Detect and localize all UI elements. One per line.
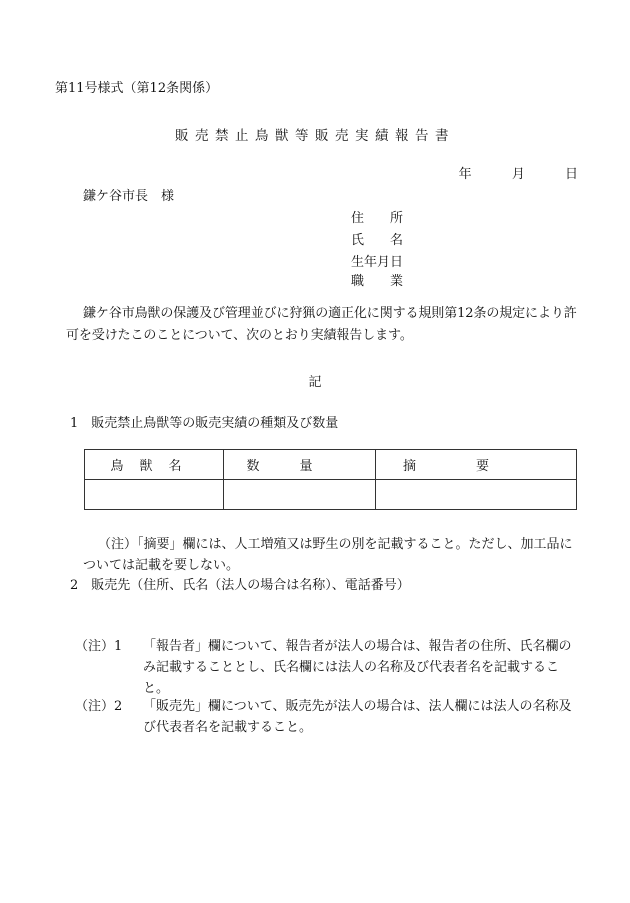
date-line bbox=[423, 163, 578, 182]
date-month-label: 月 bbox=[511, 167, 525, 182]
date-day-label: 日 bbox=[564, 167, 578, 182]
table-header-row bbox=[85, 450, 577, 480]
ki-heading: 記 bbox=[308, 375, 322, 390]
column-header-remarks: 摘要 bbox=[376, 450, 577, 480]
reporter-address-label: 住 所 bbox=[351, 211, 404, 226]
species-table bbox=[84, 449, 577, 510]
species-cell[interactable] bbox=[85, 480, 224, 510]
body-paragraph: 鎌ケ谷市鳥獣の保護及び管理並びに狩猟の適正化に関する規則第12条の規定により許可を受けたこのことについて、次のとおり実績報告します。 bbox=[66, 306, 577, 343]
reporter-occupation-label: 職 業 bbox=[351, 274, 404, 289]
quantity-cell[interactable] bbox=[224, 480, 376, 510]
remarks-cell[interactable] bbox=[376, 480, 577, 510]
footnote-1-text: 「報告者」欄について、報告者が法人の場合は、報告者の住所、氏名欄のみ記載することとし、氏名欄には法人の名称及び代表者名を記載すること。 bbox=[143, 639, 572, 696]
column-header-species: 鳥獣名 bbox=[85, 450, 224, 480]
remarks-note: （注）「摘要」欄には、人工増殖又は野生の別を記載すること。ただし、加工品については記載を要しない。 bbox=[83, 537, 573, 573]
footnote-1-label: （注）1 bbox=[75, 639, 123, 654]
column-header-quantity: 数量 bbox=[224, 450, 376, 480]
reporter-name-label: 氏 名 bbox=[351, 233, 404, 248]
table-row bbox=[85, 480, 577, 510]
addressee: 鎌ケ谷市長 様 bbox=[83, 189, 175, 204]
footnote-2-text: 「販売先」欄について、販売先が法人の場合は、法人欄には法人の名称及び代表者名を記載すること。 bbox=[143, 699, 572, 735]
section2-heading: 2 販売先（住所、氏名（法人の場合は名称）、電話番号） bbox=[70, 578, 410, 593]
date-year-label: 年 bbox=[458, 167, 472, 182]
form-number: 第11号様式（第12条関係） bbox=[55, 81, 219, 96]
section1-heading: 1 販売禁止鳥獣等の販売実績の種類及び数量 bbox=[70, 416, 339, 431]
document-title: 販売禁止鳥獣等販売実績報告書 bbox=[175, 128, 455, 144]
footnote-2-label: （注）2 bbox=[75, 699, 123, 714]
reporter-birthdate-label: 生年月日 bbox=[351, 255, 404, 270]
